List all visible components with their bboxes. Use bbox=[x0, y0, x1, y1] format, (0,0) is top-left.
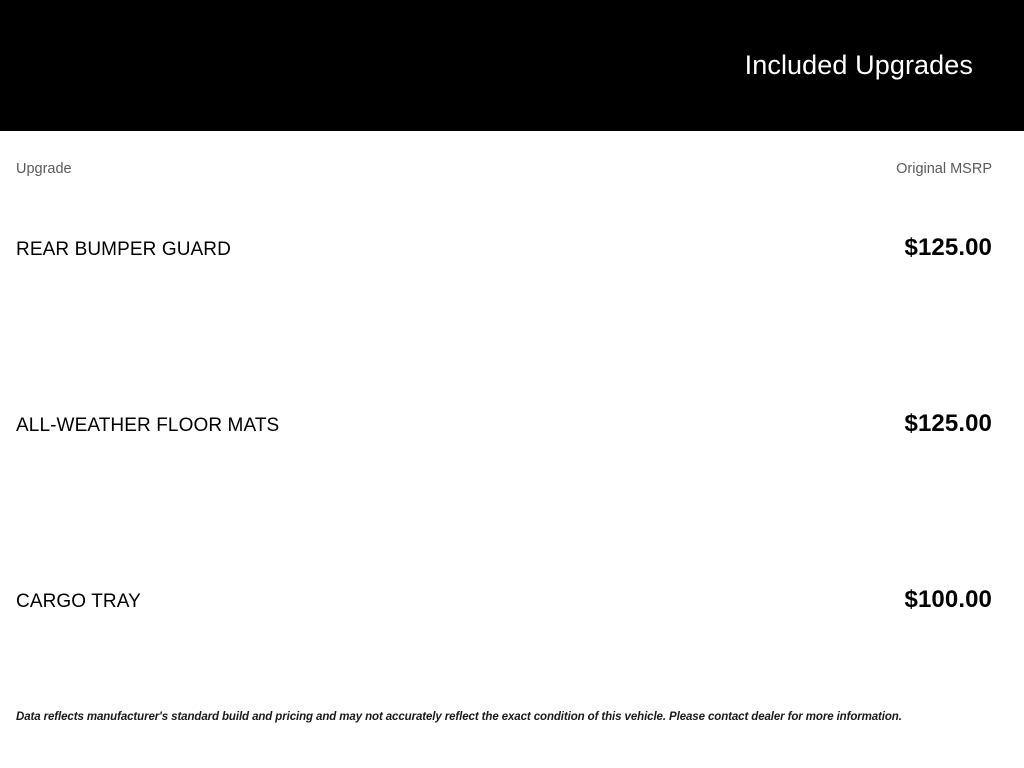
upgrade-name: ALL-WEATHER FLOOR MATS bbox=[16, 415, 280, 436]
upgrade-price: $125.00 bbox=[904, 410, 992, 437]
table-header-row bbox=[16, 131, 992, 177]
disclaimer-text: Data reflects manufacturer's standard build and pricing and may not accurately reflect the exact condition of this vehicle. Please contact dealer for more information. bbox=[16, 711, 902, 723]
upgrade-price: $125.00 bbox=[904, 234, 992, 261]
table-row bbox=[16, 177, 992, 353]
table-body bbox=[16, 177, 992, 705]
table-row bbox=[16, 353, 992, 529]
upgrade-price: $100.00 bbox=[904, 586, 992, 613]
column-header-msrp: Original MSRP bbox=[896, 161, 992, 177]
page-header bbox=[0, 0, 1024, 131]
table-row bbox=[16, 529, 992, 705]
column-header-upgrade: Upgrade bbox=[16, 161, 72, 177]
page-title: Included Upgrades bbox=[744, 50, 973, 80]
upgrade-name: CARGO TRAY bbox=[16, 591, 141, 612]
upgrade-name: REAR BUMPER GUARD bbox=[16, 239, 231, 260]
upgrades-table bbox=[0, 131, 1024, 705]
